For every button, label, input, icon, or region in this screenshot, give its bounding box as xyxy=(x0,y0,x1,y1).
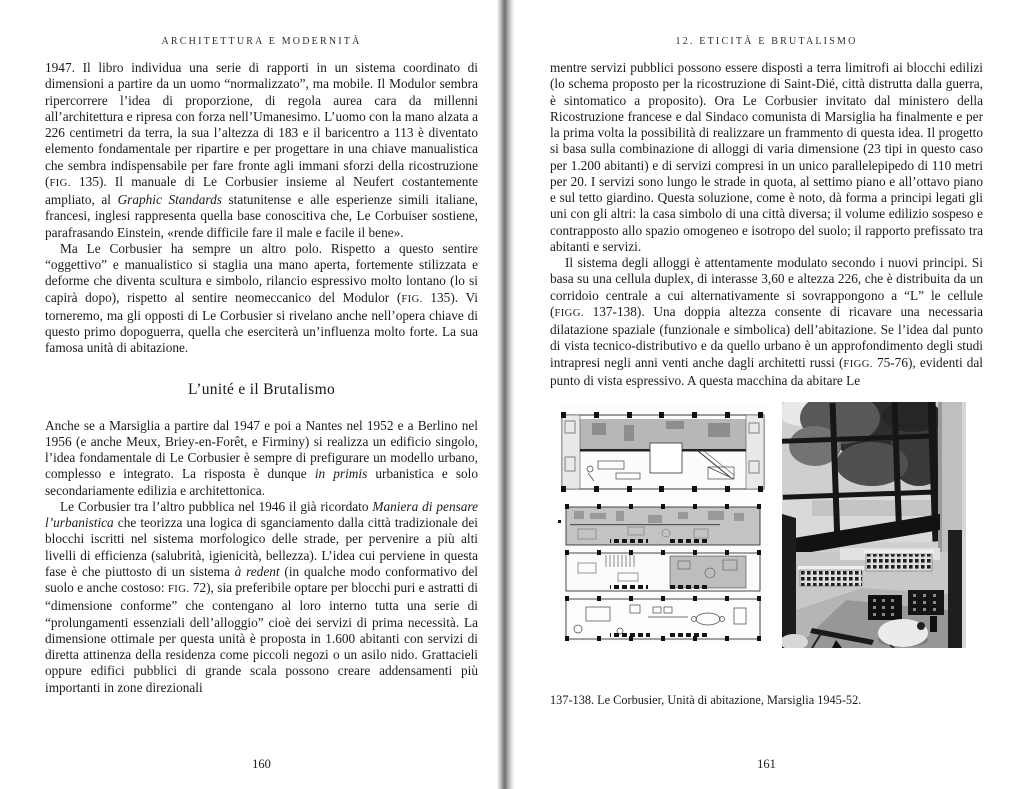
section-heading: L’unité e il Brutalismo xyxy=(187,380,336,398)
figures-row xyxy=(558,402,983,653)
figure-137-unite-section-and-plans-drawing xyxy=(558,405,769,648)
paragraph-altro-polo: Ma Le Corbusier ha sempre un altro polo. Rispetto a questo sentire “oggettivo” e manualistico si staglia una mano aperta, fortemente stilizzata e deforme che diventa scultura e simbolo, rilancio espressivo molto lontano (lo si capirà dopo), rispetto al sentire neomeccanico del Modulor (FIG. 135). Vi torneremo, ma gli opposti di Le Corbusier si rivelano anche nell’opera chiave di questo primo dopoguerra, quella che eserciterà un’influenza molto forte. La sua famosa unità di abitazione. xyxy=(45,240,479,356)
running-head-left: ARCHITETTURA E MODERNITÀ xyxy=(161,36,362,47)
paragraph-urbanistica: Le Corbusier tra l’altro pubblica nel 1946 il già ricordato Maniera di pensare l’urbanistica che teorizza una logica di sganciamento dalla città tradizionale dei blocchi iscritti nel sistema morfologico delle strade, per pervenire a più alti livelli di efficienza (salubrità, igienicità, bellezza). L’idea cui perviene in questa fase è che piuttosto di un sistema à redent (in qualche modo conformativo del suolo e anche costoso: FIG. 72), sia preferibile optare per blocchi puri e astratti di “dimensione conforme” che contengano al loro interno tutta una serie di “prolungamenti essenziali dell’alloggio” cioè dei servizi di prima necessità. La dimensione ottimale per questa unità è proposta in 1.600 abitanti con servizi di diretta attinenza della residenza come piccoli negozi o un asilo nido. Grattacieli oppure edifici pubblici di grande scala possono creare addensamenti più importanti in zone direzionali xyxy=(45,498,478,695)
page-number-right: 161 xyxy=(757,757,776,771)
figure-138-interior-double-height-window-photo xyxy=(782,402,966,653)
page-right xyxy=(514,0,1009,789)
left-text-column xyxy=(45,60,478,696)
figure-caption: 137-138. Le Corbusier, Unità di abitazione, Marsiglia 1945-52. xyxy=(550,693,862,707)
paragraph-modulor: 1947. Il libro individua una serie di rapporti in un sistema coordinato di dimensioni a partire da un uomo “normalizzato”, ma mobile. Il Modulor sembra ripercorrere l’idea di proporzione, di regola aurea cara da millenni all’architettura e ripresa con forza nell’Umanesimo. L’uomo con la mano alzata a 226 centimetri da terra, la sua l’altezza di 183 e il baricentro a 113 è diventato elemento fondamentale per ripartire e per progettare in una chiave manualistica che sembra indispensabile per fare fronte agli immani sforzi della ricostruzione (FIG. 135). Il manuale di Le Corbusier insieme al Neufert costantemente ampliato, al Graphic Standards statunitense e alle esperienze simili italiane, francesi, inglesi rappresenta quella base conoscitiva che, Le Corbuiser sostiene, parafrasando Einstein, «rende difficile fare il male e facile il bene». xyxy=(45,60,478,240)
paragraph-marsiglia: Anche se a Marsiglia a partire dal 1947 e poi a Nantes nel 1952 e a Berlino nel 1956 (e anche Meux, Briey-en-Forêt, e Firminy) si realizza un edificio singolo, l’idea fondamentale di Le Corbusier è sempre di prefigurare un modello urbano, complesso e integrato. La risposta è dunque in primis urbanistica e solo secondariamente edilizia e architettonica. xyxy=(45,417,479,498)
page-left xyxy=(0,0,497,789)
paragraph-marsiglia-progetto: mentre servizi pubblici possono essere disposti a terra limitrofi ai blocchi edilizi (lo schema proposto per la ricostruzione di Saint-Dié, città distrutta dalla guerra, è sintomatico a proposito). Ora Le Corbusier invitato dal ministero della Ricostruzione francese e dal Sindaco comunista di Marsiglia ha finalmente e per la prima volta la possibilità di realizzare un frammento di questa idea. Il progetto si basa sulla combinazione di alloggi di varia dimensione (23 tipi in questo caso per 1.200 abitanti) e di servizi compresi in un unico parallelepipedo di 110 metri per 20. I servizi sono lungo le strade in quota, al settimo piano e all’ottavo piano e sul tetto giardino. Questa soluzione, come è noto, dà forma a principi legati gli uni con gli altri: la casa simbolo di una città diversa; il volume edilizio sospeso e contrapposto allo spazio omogeneo e isotropo del suolo; il rapporto prefissato tra abitanti e servizi. xyxy=(550,60,983,254)
book-gutter xyxy=(497,0,514,789)
right-text-column xyxy=(550,60,983,720)
running-head-right: 12. ETICITÀ E BRUTALISMO xyxy=(675,36,858,47)
paragraph-sistema-alloggi: Il sistema degli alloggi è attentamente modulato secondo i nuovi principi. Si basa su una cellula duplex, di interasse 3,60 e altezza 226, che è distribuita da un corridoio centrale a cui alternativamente si sovrappongono a “L” le cellule (FIGG. 137-138). Una doppia altezza consente di ricavare una necessaria dilatazione spaziale (funzionale e simbolica) dell’abitazione. Se l’idea dal punto di vista tecnico-distributivo e da quello urbano è un approfondimento degli studi intrapresi negli anni venti anche dagli architetti russi (FIGG. 75-76), evidenti dal punto di vista espressivo. A questa macchina da abitare Le xyxy=(550,255,983,388)
page-number-left: 160 xyxy=(252,757,271,771)
